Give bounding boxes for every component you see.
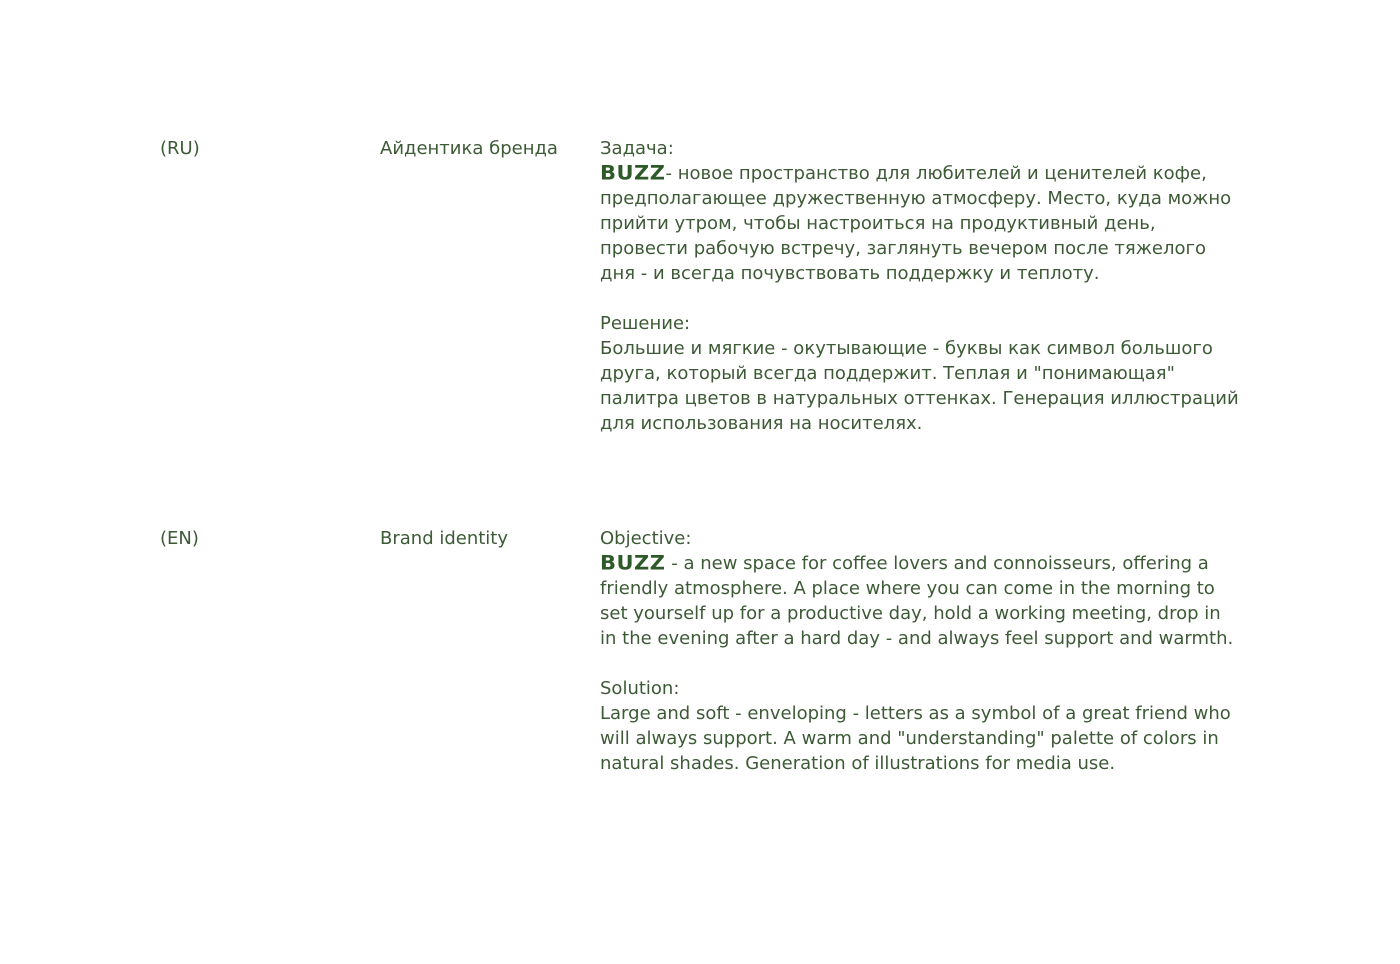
solution-text-ru: Большие и мягкие - окутывающие - буквы как символ большого друга, который всегда поддержит. Теплая и "понимающая" палитра цветов в натуральных оттенках. Генерация иллюстраций для использования на носителях. — [600, 338, 1239, 434]
language-tag-ru: (RU) — [160, 138, 200, 159]
solution-text-en: Large and soft - enveloping - letters as a symbol of a great friend who will always support. A warm and "understanding" palette of colors in natural shades. Generation of illustrations for media use. — [600, 703, 1231, 774]
task-paragraph-en — [600, 551, 1240, 651]
project-label-en: Brand identity — [380, 528, 509, 549]
buzz-logo: BUZZ — [600, 551, 666, 575]
task-text-ru: - новое пространство для любителей и ценителей кофе, предполагающее дружественную атмосферу. Место, куда можно прийти утром, чтобы настроиться на продуктивный день, провести рабочую встречу, заглянуть вечером после тяжелого дня - и всегда почувствовать поддержку и теплоту. — [600, 163, 1232, 284]
task-text-en: - a new space for coffee lovers and connoisseurs, offering a friendly atmosphere. A place where you can come in the morning to set yourself up for a productive day, hold a working meeting, drop in in the evening after a hard day - and always feel support and warmth. — [600, 553, 1234, 649]
description-ru — [600, 136, 1240, 436]
solution-heading-ru: Решение: — [600, 313, 691, 334]
task-heading-en: Objective: — [600, 528, 692, 549]
project-label-ru: Айдентика бренда — [380, 138, 558, 159]
solution-heading-en: Solution: — [600, 678, 680, 699]
description-en — [600, 526, 1240, 776]
task-heading-ru: Задача: — [600, 138, 674, 159]
task-paragraph-ru — [600, 161, 1240, 286]
buzz-logo: BUZZ — [600, 161, 666, 185]
language-tag-en: (EN) — [160, 528, 199, 549]
